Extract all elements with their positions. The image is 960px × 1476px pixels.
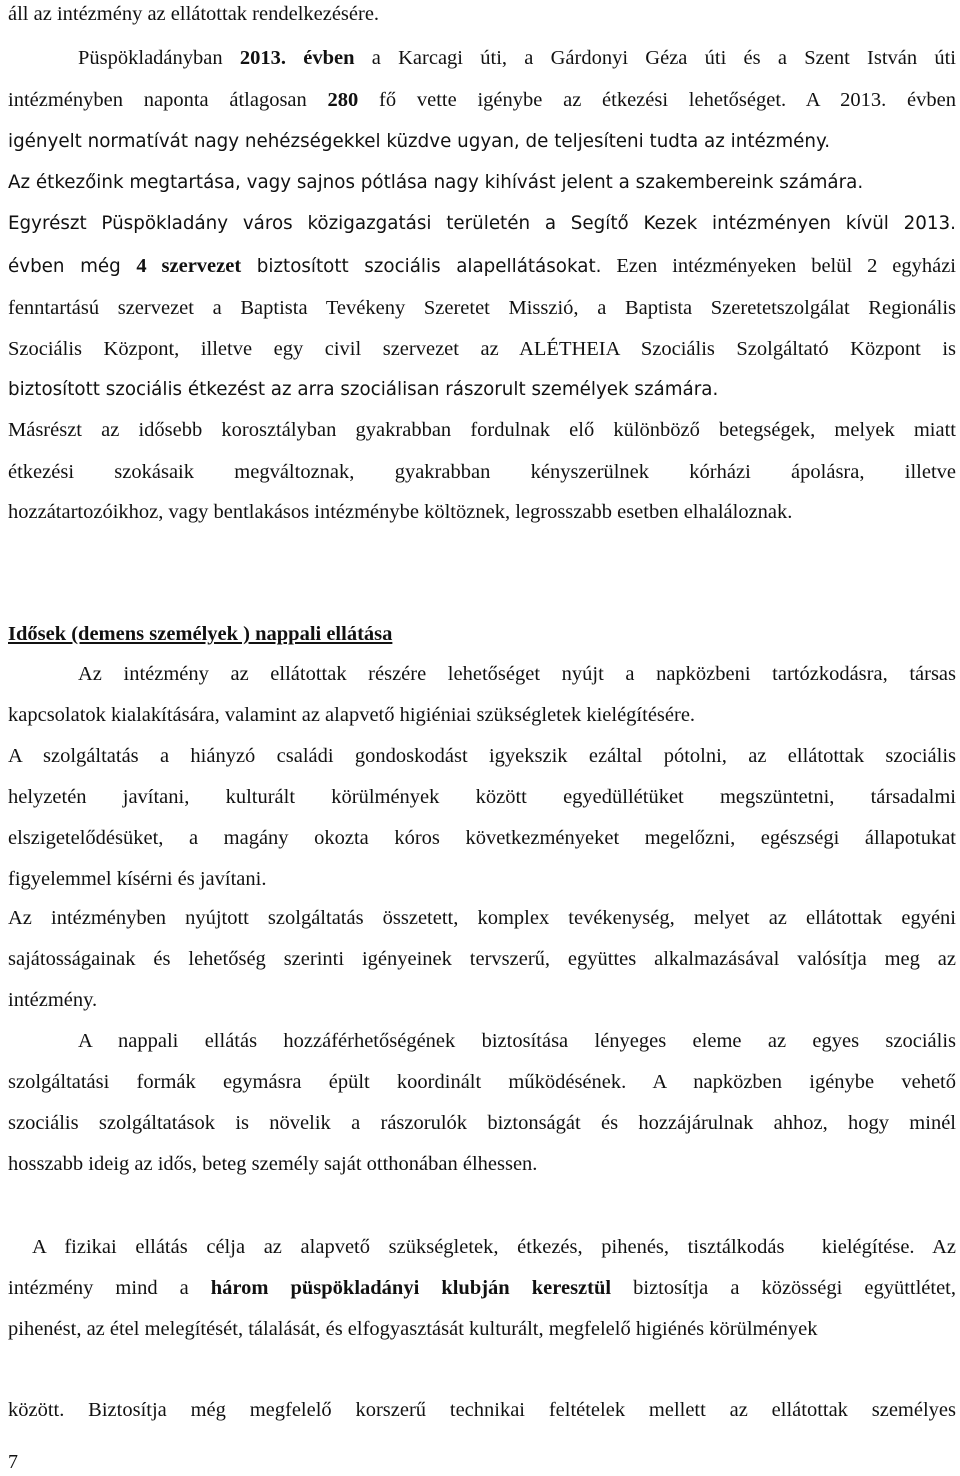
section-heading [8, 622, 956, 646]
text-span: figyelemmel kísérni és javítani. [8, 868, 267, 890]
text-line [8, 1317, 956, 1341]
text-line [8, 1235, 956, 1259]
bold-text: 280 [327, 89, 359, 111]
heading-text: Idősek (demens személyek ) nappali ellátása [8, 623, 393, 645]
text-line [8, 500, 956, 524]
text-line [8, 46, 956, 70]
text-line [8, 744, 956, 768]
text-span: áll az intézmény az ellátottak rendelkezésére. [8, 3, 380, 25]
text-span: Püspökladányban [78, 47, 240, 69]
text-line [8, 947, 956, 971]
text-line [8, 662, 956, 686]
text-line [8, 1398, 956, 1422]
text-span: szolgáltatási formák egymásra épült koordinált működésének. A napközben igénybe vehető [8, 1071, 956, 1093]
text-line [8, 1029, 956, 1053]
text-span: évben még [8, 256, 137, 277]
text-span: biztosított szociális alapellátásokat. [241, 256, 602, 277]
text-line [8, 1276, 956, 1300]
text-span: között. Biztosítja még megfelelő korszerű technikai feltételek mellett az ellátottak személyes [8, 1399, 956, 1421]
text-span: fő vette igénybe az étkezési lehetőséget. A 2013. évben [358, 89, 956, 111]
text-span: étkezési szokásaik megváltoznak, gyakrabban kényszerülnek kórházi ápolásra, illetve [8, 461, 956, 483]
text-span: intézmény. [8, 989, 98, 1011]
text-span: biztosított szociális étkezést az arra szociálisan rászorult személyek számára. [8, 379, 719, 400]
text-line [8, 1111, 956, 1135]
text-span: pihenést, az étel melegítését, tálalását, és elfogyasztását kulturált, megfelelő higiénés körülmények [8, 1318, 818, 1340]
text-span: Szociális Központ, illetve egy civil szervezet az ALÉTHEIA Szociális Szolgáltató Központ is [8, 338, 956, 360]
text-line [8, 988, 956, 1012]
bold-text: 4 szervezet [136, 255, 242, 277]
text-line [8, 88, 956, 112]
text-line [8, 212, 956, 236]
text-line [8, 1070, 956, 1094]
text-span: Ezen intézményeken belül 2 egyházi [601, 255, 956, 277]
text-span: elszigetelődésüket, a magány okozta kóros következményeket megelőzni, egészségi állapotukat [8, 827, 956, 849]
text-line [8, 703, 956, 727]
text-span: sajátosságainak és lehetőség szerinti igényeinek tervszerű, együttes alkalmazásával valósítja meg az [8, 948, 956, 970]
page-number: 7 [8, 1451, 18, 1473]
text-span: intézmény mind a [8, 1277, 211, 1299]
text-span: A fizikai ellátás célja az alapvető szükségletek, étkezés, pihenés, tisztálkodás kielégítése. Az [32, 1236, 956, 1258]
text-line [8, 171, 956, 195]
text-span: hosszabb ideig az idős, beteg személy saját otthonában élhessen. [8, 1153, 538, 1175]
text-span: biztosítja a közösségi együttlétet, [611, 1277, 956, 1299]
text-span: igényelt normatívát nagy nehézségekkel küzdve ugyan, de teljesíteni tudta az intézmény. [8, 131, 831, 152]
text-span: kapcsolatok kialakítására, valamint az alapvető higiéniai szükségletek kielégítésére. [8, 704, 696, 726]
text-span: Az intézmény az ellátottak részére lehetőséget nyújt a napközbeni tartózkodásra, társas [78, 663, 956, 685]
text-span: fenntartású szervezet a Baptista Tevékeny Szeretet Misszió, a Baptista Szeretetszolgálat Regionális [8, 297, 956, 319]
text-span: Egyrészt Püspökladány város közigazgatási területén a Segítő Kezek intézményen kívül 2013. [8, 213, 956, 234]
text-span: Az étkezőink megtartása, vagy sajnos pótlása nagy kihívást jelent a szakembereink számára. [8, 172, 864, 193]
text-span: szociális szolgáltatások is növelik a rászorulók biztonságát és hozzájárulnak ahhoz, hogy minél [8, 1112, 956, 1134]
text-line [8, 1152, 956, 1176]
text-line [8, 867, 956, 891]
text-line [8, 296, 956, 320]
text-span: hozzátartozóikhoz, vagy bentlakásos intézménybe költöznek, legrosszabb esetben elhaláloznak. [8, 501, 793, 523]
text-span: Az intézményben nyújtott szolgáltatás összetett, komplex tevékenység, melyet az ellátottak egyéni [8, 907, 956, 929]
text-line [8, 785, 956, 809]
bold-text: három püspökladányi klubján keresztül [210, 1277, 612, 1299]
text-line [8, 906, 956, 930]
text-line [8, 2, 956, 26]
text-line [8, 254, 956, 279]
text-span: A nappali ellátás hozzáférhetőségének biztosítása lényeges eleme az egyes szociális [78, 1030, 956, 1052]
bold-text: 2013. évben [239, 47, 355, 69]
text-span: A szolgáltatás a hiányzó családi gondoskodást igyekszik ezáltal pótolni, az ellátottak szociális [8, 745, 956, 767]
text-line [8, 460, 956, 484]
text-line [8, 337, 956, 361]
text-line [8, 826, 956, 850]
text-line [8, 130, 956, 154]
text-line [8, 418, 956, 442]
text-span: helyzetén javítani, kulturált körülmények között egyedüllétüket megszüntetni, társadalmi [8, 786, 956, 808]
text-line [8, 378, 956, 402]
text-span: intézményben naponta átlagosan [8, 89, 328, 111]
text-span: a Karcagi úti, a Gárdonyi Géza úti és a Szent István úti [354, 47, 957, 69]
text-span: Másrészt az idősebb korosztályban gyakrabban fordulnak elő különböző betegségek, melyek miatt [8, 419, 956, 441]
